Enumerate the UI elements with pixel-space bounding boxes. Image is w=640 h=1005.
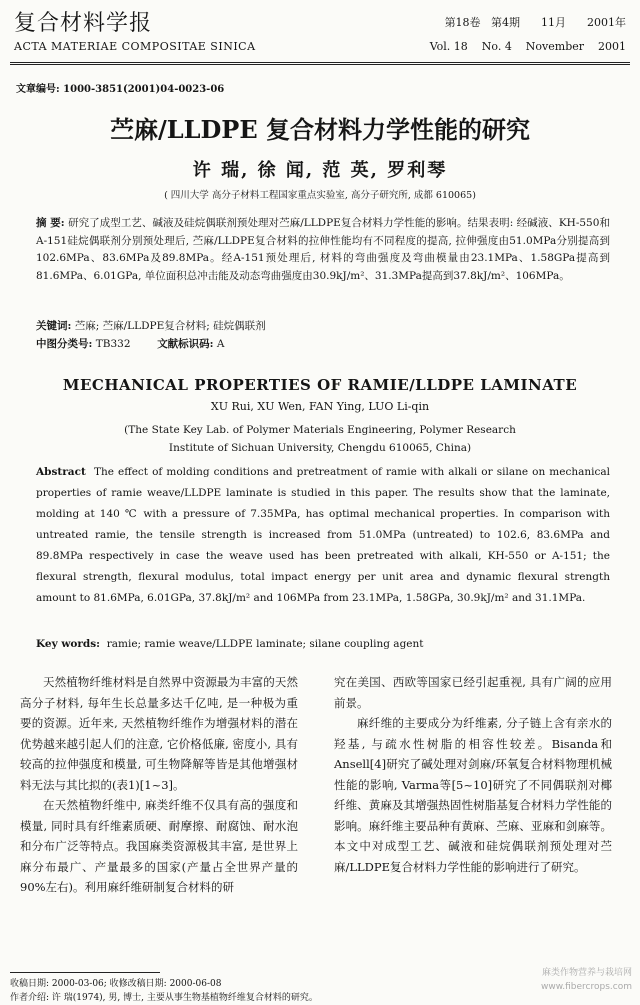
footnote-received: 收稿日期: 2000-03-06; 收修改稿日期: 2000-06-08 <box>10 979 222 989</box>
abstract-cn-text: 研究了成型工艺、碱液及硅烷偶联剂预处理对苎麻/LLDPE复合材料力学性能的影响。结果表明: 经碱液、KH-550和A-151硅烷偶联剂分别预处理后, 苎麻/LLDPE复合材料的拉伸性能均有不同程度的提高, 拉伸强度由51.0MPa分别提高到102.6MPa、83.6MPa及89.8MPa。经A-151预处理后, 材料的弯曲强度及弯曲模量由23.1MPa、1.58GPa提高到81.6MPa、6.01GPa, 单位面积总冲击能及动态弯曲强度由30.9kJ/m²、31.3MPa提高到37.8kJ/m²、106MPa。 <box>36 217 610 282</box>
keywords-cn-label: 关键词: <box>36 320 72 332</box>
abstract-en <box>36 462 610 609</box>
watermark <box>541 966 632 994</box>
authors-en: XU Rui, XU Wen, FAN Ying, LUO Li-qin <box>210 400 430 413</box>
class-label-2: 文献标识码: <box>157 338 214 350</box>
footnote-rule <box>10 972 160 973</box>
body-paragraph: 麻纤维的主要成分为纤维素, 分子链上含有亲水的羟基, 与疏水性树脂的相容性较差。Bisanda和Ansell[4]研究了碱处理对剑麻/环氧复合材料物理机械性能的影响, Varma等[5~10]研究了不同偶联剂对椰纤维、黄麻及其增强热固性树脂基复合材料力学性能的影响。麻纤维主要品种有黄麻、苎麻、亚麻和剑麻等。本文中对成型工艺、碱液和硅烷偶联剂预处理对苎麻/LLDPE复合材料力学性能的影响进行了研究。 <box>334 716 612 874</box>
class-value-1: TB332 <box>95 338 131 350</box>
watermark-line1: 麻类作物营养与栽培网 <box>541 968 632 978</box>
affiliation-cn: ( 四川大学 高分子材料工程国家重点实验室, 高分子研究所, 成都 610065) <box>164 190 476 201</box>
keywords-cn-text: 苎麻; 苎麻/LLDPE复合材料; 硅烷偶联剂 <box>74 320 266 332</box>
keywords-en <box>36 636 610 654</box>
affiliation-en-line1: (The State Key Lab. of Polymer Materials Engineering, Polymer Research <box>124 424 516 436</box>
watermark-line2: www.fibercrops.com <box>541 982 632 992</box>
classification-cn <box>36 336 610 354</box>
abstract-en-text: The effect of molding conditions and pretreatment of ramie with alkali or silane on mechanical properties of ramie weave/LLDPE laminate is studied in this paper. The results show that the laminate, molding at 140 ℃ with a pressure of 7.35MPa, has optimal mechanical properties. In comparison with untreated ramie, the tensile strength is increased from 51.0MPa (untreated) to 102.6, 83.6MPa and 89.8MPa respectively in case the weave used has been pretreated with alkali, KH-550 or A-151; the flexural strength, flexural modulus, total impact energy per unit area and dynamic flexural strength amount to 81.6MPa, 6.01GPa, 37.8kJ/m² and 106MPa from 23.1MPa, 1.58GPa, 30.9kJ/m² and 31.1MPa. <box>36 466 610 604</box>
article-number: 文章编号: 1000-3851(2001)04-0023-06 <box>16 84 225 95</box>
body-column-left <box>20 672 298 898</box>
body-paragraph: 天然植物纤维材料是自然界中资源最为丰富的天然高分子材料, 每年生长总量多达千亿吨, 是一种极为重要的资源。近年来, 天然植物纤维作为增强材料的潜在优势越来越引起人们的注意, 它价格低廉, 密度小, 具有较高的拉伸强度和模量, 可生物降解等皆是其他增强材料无法与其比拟的(表1)[1~3]。 <box>20 675 298 792</box>
affiliation-en <box>0 421 640 457</box>
body-column-right <box>334 672 612 877</box>
footnote <box>10 977 318 1005</box>
keywords-en-label: Key words: <box>36 638 101 650</box>
abstract-en-label: Abstract <box>36 466 86 478</box>
class-label-1: 中图分类号: <box>36 338 93 350</box>
footnote-author: 作者介绍: 许 瑞(1974), 男, 博士, 主要从事生物基植物纤维复合材料的研究。 <box>10 993 318 1003</box>
body-paragraph: 在天然植物纤维中, 麻类纤维不仅具有高的强度和模量, 同时具有纤维素质硬、耐摩擦、耐腐蚀、耐水泡和分布广泛等特点。我国麻类资源极其丰富, 是世界上麻分布最广、产量最多的国家(产量占全世界产量的90%左右)。利用麻纤维研制复合材料的研 <box>20 798 298 894</box>
header-rule <box>10 62 630 63</box>
abstract-cn <box>36 215 610 285</box>
journal-title-cn: 复合材料学报 <box>14 11 153 36</box>
body-paragraph: 究在美国、西欧等国家已经引起重视, 具有广阔的应用前景。 <box>334 675 612 710</box>
authors-cn: 许 瑞, 徐 闻, 范 英, 罗利琴 <box>192 160 448 181</box>
keywords-cn <box>36 318 610 336</box>
keywords-en-text: ramie; ramie weave/LLDPE laminate; silane coupling agent <box>106 638 424 650</box>
journal-title-en: ACTA MATERIAE COMPOSITAE SINICA <box>14 40 256 53</box>
paper-title-en: MECHANICAL PROPERTIES OF RAMIE/LLDPE LAMINATE <box>62 376 578 394</box>
affiliation-en-line2: Institute of Sichuan University, Chengdu 610065, China) <box>168 442 472 454</box>
issue-info-cn: 第18卷 第4期 11月 2001年 <box>444 16 626 29</box>
paper-title-cn: 苎麻/LLDPE 复合材料力学性能的研究 <box>109 115 531 144</box>
header-rule-2 <box>10 64 630 65</box>
class-value-2: A <box>216 338 225 350</box>
abstract-cn-label: 摘 要: <box>36 217 65 229</box>
issue-info-en: Vol. 18 No. 4 November 2001 <box>429 40 626 53</box>
